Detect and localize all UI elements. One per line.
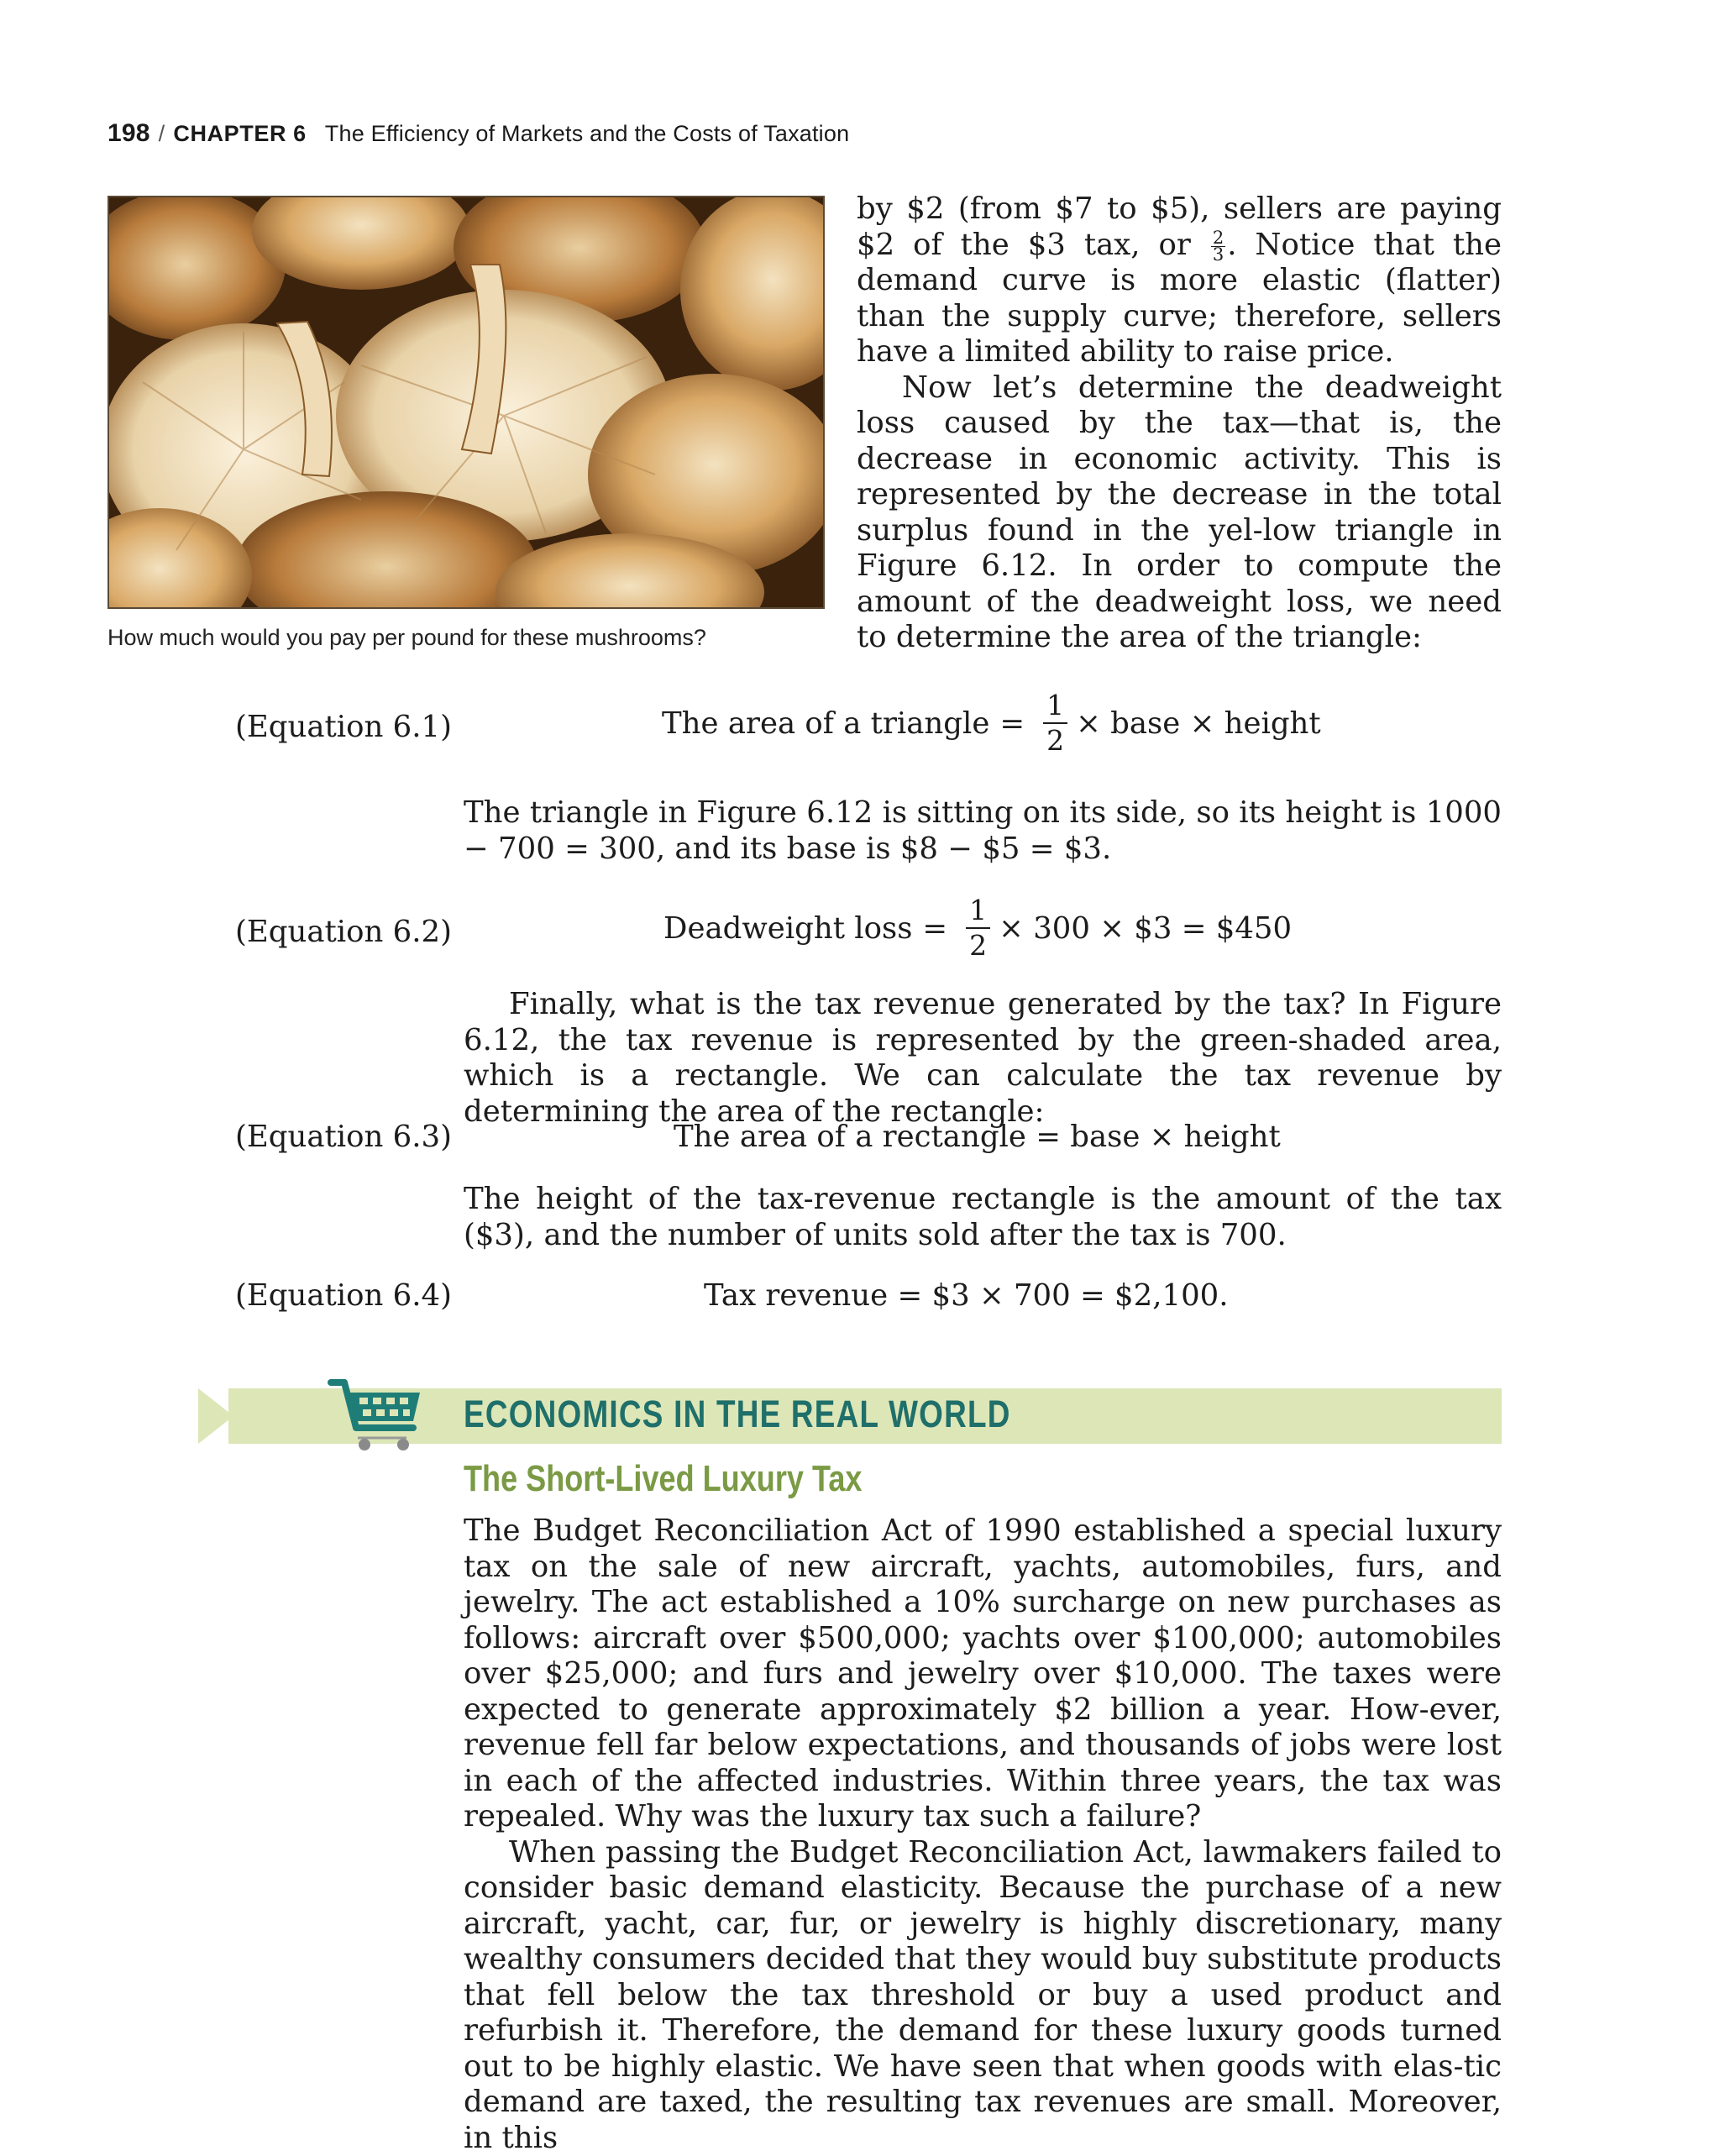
page-number: 198 xyxy=(108,119,150,147)
body-text-block xyxy=(464,795,1502,867)
equals-sign: = xyxy=(922,911,947,946)
intro-text: . Notice that the demand curve is more elastic (flatter) than the supply curve; therefore, sellers have a limited ability to raise price. xyxy=(857,228,1502,370)
tax-revenue-paragraph: Finally, what is the tax revenue generated by the tax? In Figure 6.12, the tax revenue is represented by the green-shaded area, which is a rectangle. We can calculate the tax revenue by determining the area of the rectangle: xyxy=(464,987,1502,1130)
body-text-block xyxy=(464,987,1502,1130)
equation-rhs: × base × height xyxy=(1076,706,1321,741)
intro-paragraph-1 xyxy=(857,191,1502,370)
equation-label: (Equation 6.1) xyxy=(235,710,452,744)
equation-6-1 xyxy=(662,690,1321,756)
equation-6-3: The area of a rectangle = base × height xyxy=(674,1120,1281,1154)
intro-column xyxy=(857,191,1502,656)
fraction-numerator: 1 xyxy=(966,895,990,929)
equation-label: (Equation 6.2) xyxy=(235,915,452,949)
equation-6-2 xyxy=(663,895,1292,961)
fraction-denominator: 2 xyxy=(969,929,987,961)
equation-rhs: × 300 × $3 = $450 xyxy=(999,911,1292,946)
equation-6-4: Tax revenue = $3 × 700 = $2,100. xyxy=(704,1278,1229,1313)
fraction xyxy=(966,895,990,961)
equation-label: (Equation 6.4) xyxy=(235,1278,452,1313)
feature-body xyxy=(464,1513,1502,2156)
fraction xyxy=(1043,690,1067,756)
equation-lhs: Deadweight loss xyxy=(663,911,912,946)
equation-lhs: The area of a triangle xyxy=(662,706,989,741)
feature-subhead: The Short-Lived Luxury Tax xyxy=(464,1458,862,1500)
feature-banner-title: ECONOMICS IN THE REAL WORLD xyxy=(464,1393,1011,1436)
feature-paragraph-1: The Budget Reconciliation Act of 1990 established a special luxury tax on the sale of new aircraft, yachts, automobiles, furs, and jewelry. The act established a 10% surcharge on new purchases as follows: aircraft over $500,000; yachts over $100,000; automobiles over $25,000; and furs and jewelry over $10,000. The taxes were expected to generate approximately $2 billion a year. How-ever, revenue fell far below expectations, and thousands of jobs were lost in each of the affected industries. Within three years, the tax was repealed. Why was the luxury tax such a failure? xyxy=(464,1513,1502,1835)
chapter-title: The Efficiency of Markets and the Costs of Taxation xyxy=(325,121,850,146)
intro-paragraph-2: Now let’s determine the deadweight loss caused by the tax—that is, the decrease in economic activity. This is represented by the decrease in the total surplus found in the yel-low triangle in Figure 6.12. In order to compute the amount of the deadweight loss, we need to determine the area of the triangle: xyxy=(857,370,1502,656)
running-header xyxy=(108,119,849,148)
inline-fraction xyxy=(1211,230,1225,263)
fraction-denominator: 2 xyxy=(1046,724,1064,756)
mushroom-illustration xyxy=(109,197,823,607)
chapter-label: CHAPTER 6 xyxy=(173,121,306,146)
intro-text: by $2 (from $7 to $5), sellers are paying $2 of the $3 tax, or xyxy=(857,191,1502,262)
mushroom-photo xyxy=(108,196,825,609)
photo-caption: How much would you pay per pound for these mushrooms? xyxy=(108,625,706,651)
feature-paragraph-2: When passing the Budget Reconciliation Act, lawmakers failed to consider basic demand elasticity. Because the purchase of a new aircraft, yacht, car, fur, or jewelry is highly discretionary, many wealthy consumers decided that they would buy substitute products that fell below the tax threshold or buy a used product and refurbish it. Therefore, the demand for these luxury goods turned out to be highly elastic. We have seen that when goods with elas-tic demand are taxed, the resulting tax revenues are small. Moreover, in this xyxy=(464,1835,1502,2156)
triangle-explanation: The triangle in Figure 6.12 is sitting on its side, so its height is 1000 − 700 = 300, and its base is $8 − $5 = $3. xyxy=(464,795,1502,867)
equals-sign: = xyxy=(999,706,1025,741)
shopping-cart-icon xyxy=(326,1374,427,1458)
body-text-block xyxy=(464,1182,1502,1253)
header-separator: / xyxy=(159,121,165,146)
fraction-numerator: 2 xyxy=(1211,230,1225,247)
rectangle-explanation: The height of the tax-revenue rectangle is the amount of the tax ($3), and the number of units sold after the tax is 700. xyxy=(464,1182,1502,1253)
fraction-numerator: 1 xyxy=(1043,690,1067,724)
fraction-denominator: 3 xyxy=(1213,247,1224,263)
equation-label: (Equation 6.3) xyxy=(235,1120,452,1154)
